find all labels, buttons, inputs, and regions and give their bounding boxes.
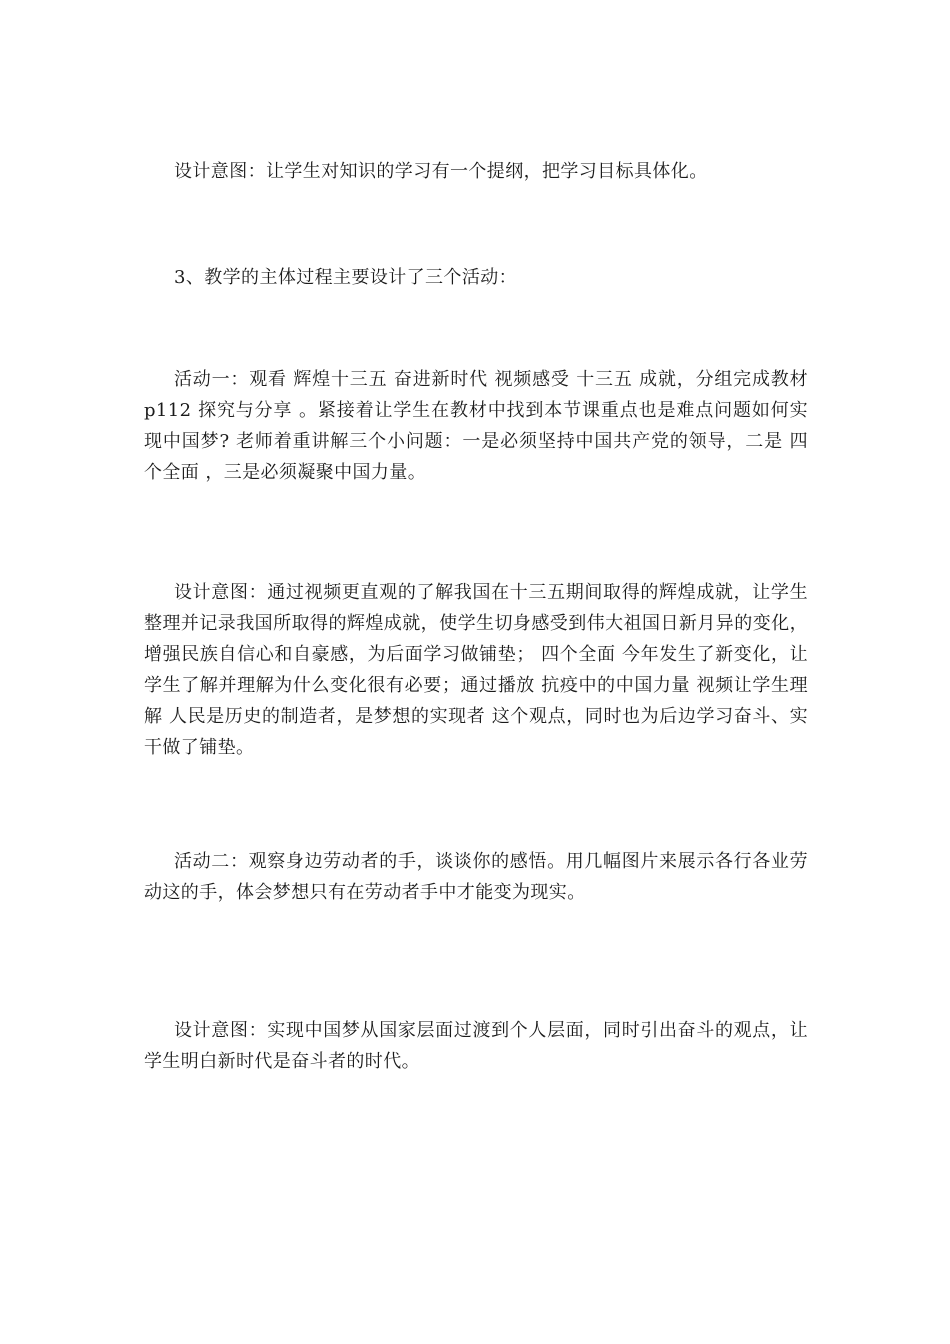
activity-two-paragraph: 活动二：观察身边劳动者的手，谈谈你的感悟。用几幅图片来展示各行各业劳动这的手，体会梦想只有在劳动者手中才能变为现实。 (144, 851, 808, 903)
design-intent-paragraph-2: 设计意图：通过视频更直观的了解我国在十三五期间取得的辉煌成就，让学生整理并记录我国所取得的辉煌成就，使学生切身感受到伟大祖国日新月异的变化，增强民族自信心和自豪感，为后面学习做铺垫； 四个全面 今年发生了新变化，让学生了解并理解为什么变化很有必要；通过播放 抗疫中的中国力量 视频让学生理解 人民是历史的制造者，是梦想的实现者 这个观点，同时也为后边学习奋斗、实干做了铺垫。 (144, 582, 808, 758)
design-intent-paragraph-1: 设计意图：让学生对知识的学习有一个提纲，把学习目标具体化。 (174, 161, 708, 182)
main-process-heading: 3、教学的主体过程主要设计了三个活动： (174, 267, 518, 288)
design-intent-paragraph-3: 设计意图：实现中国梦从国家层面过渡到个人层面，同时引出奋斗的观点，让学生明白新时代是奋斗者的时代。 (144, 1020, 808, 1072)
activity-one-paragraph: 活动一：观看 辉煌十三五 奋进新时代 视频感受 十三五 成就，分组完成教材p112 探究与分享 。紧接着让学生在教材中找到本节课重点也是难点问题如何实现中国梦? 老师着重讲解三个小问题：一是必须坚持中国共产党的领导，二是 四个全面 ，三是必须凝聚中国力量。 (144, 369, 808, 483)
